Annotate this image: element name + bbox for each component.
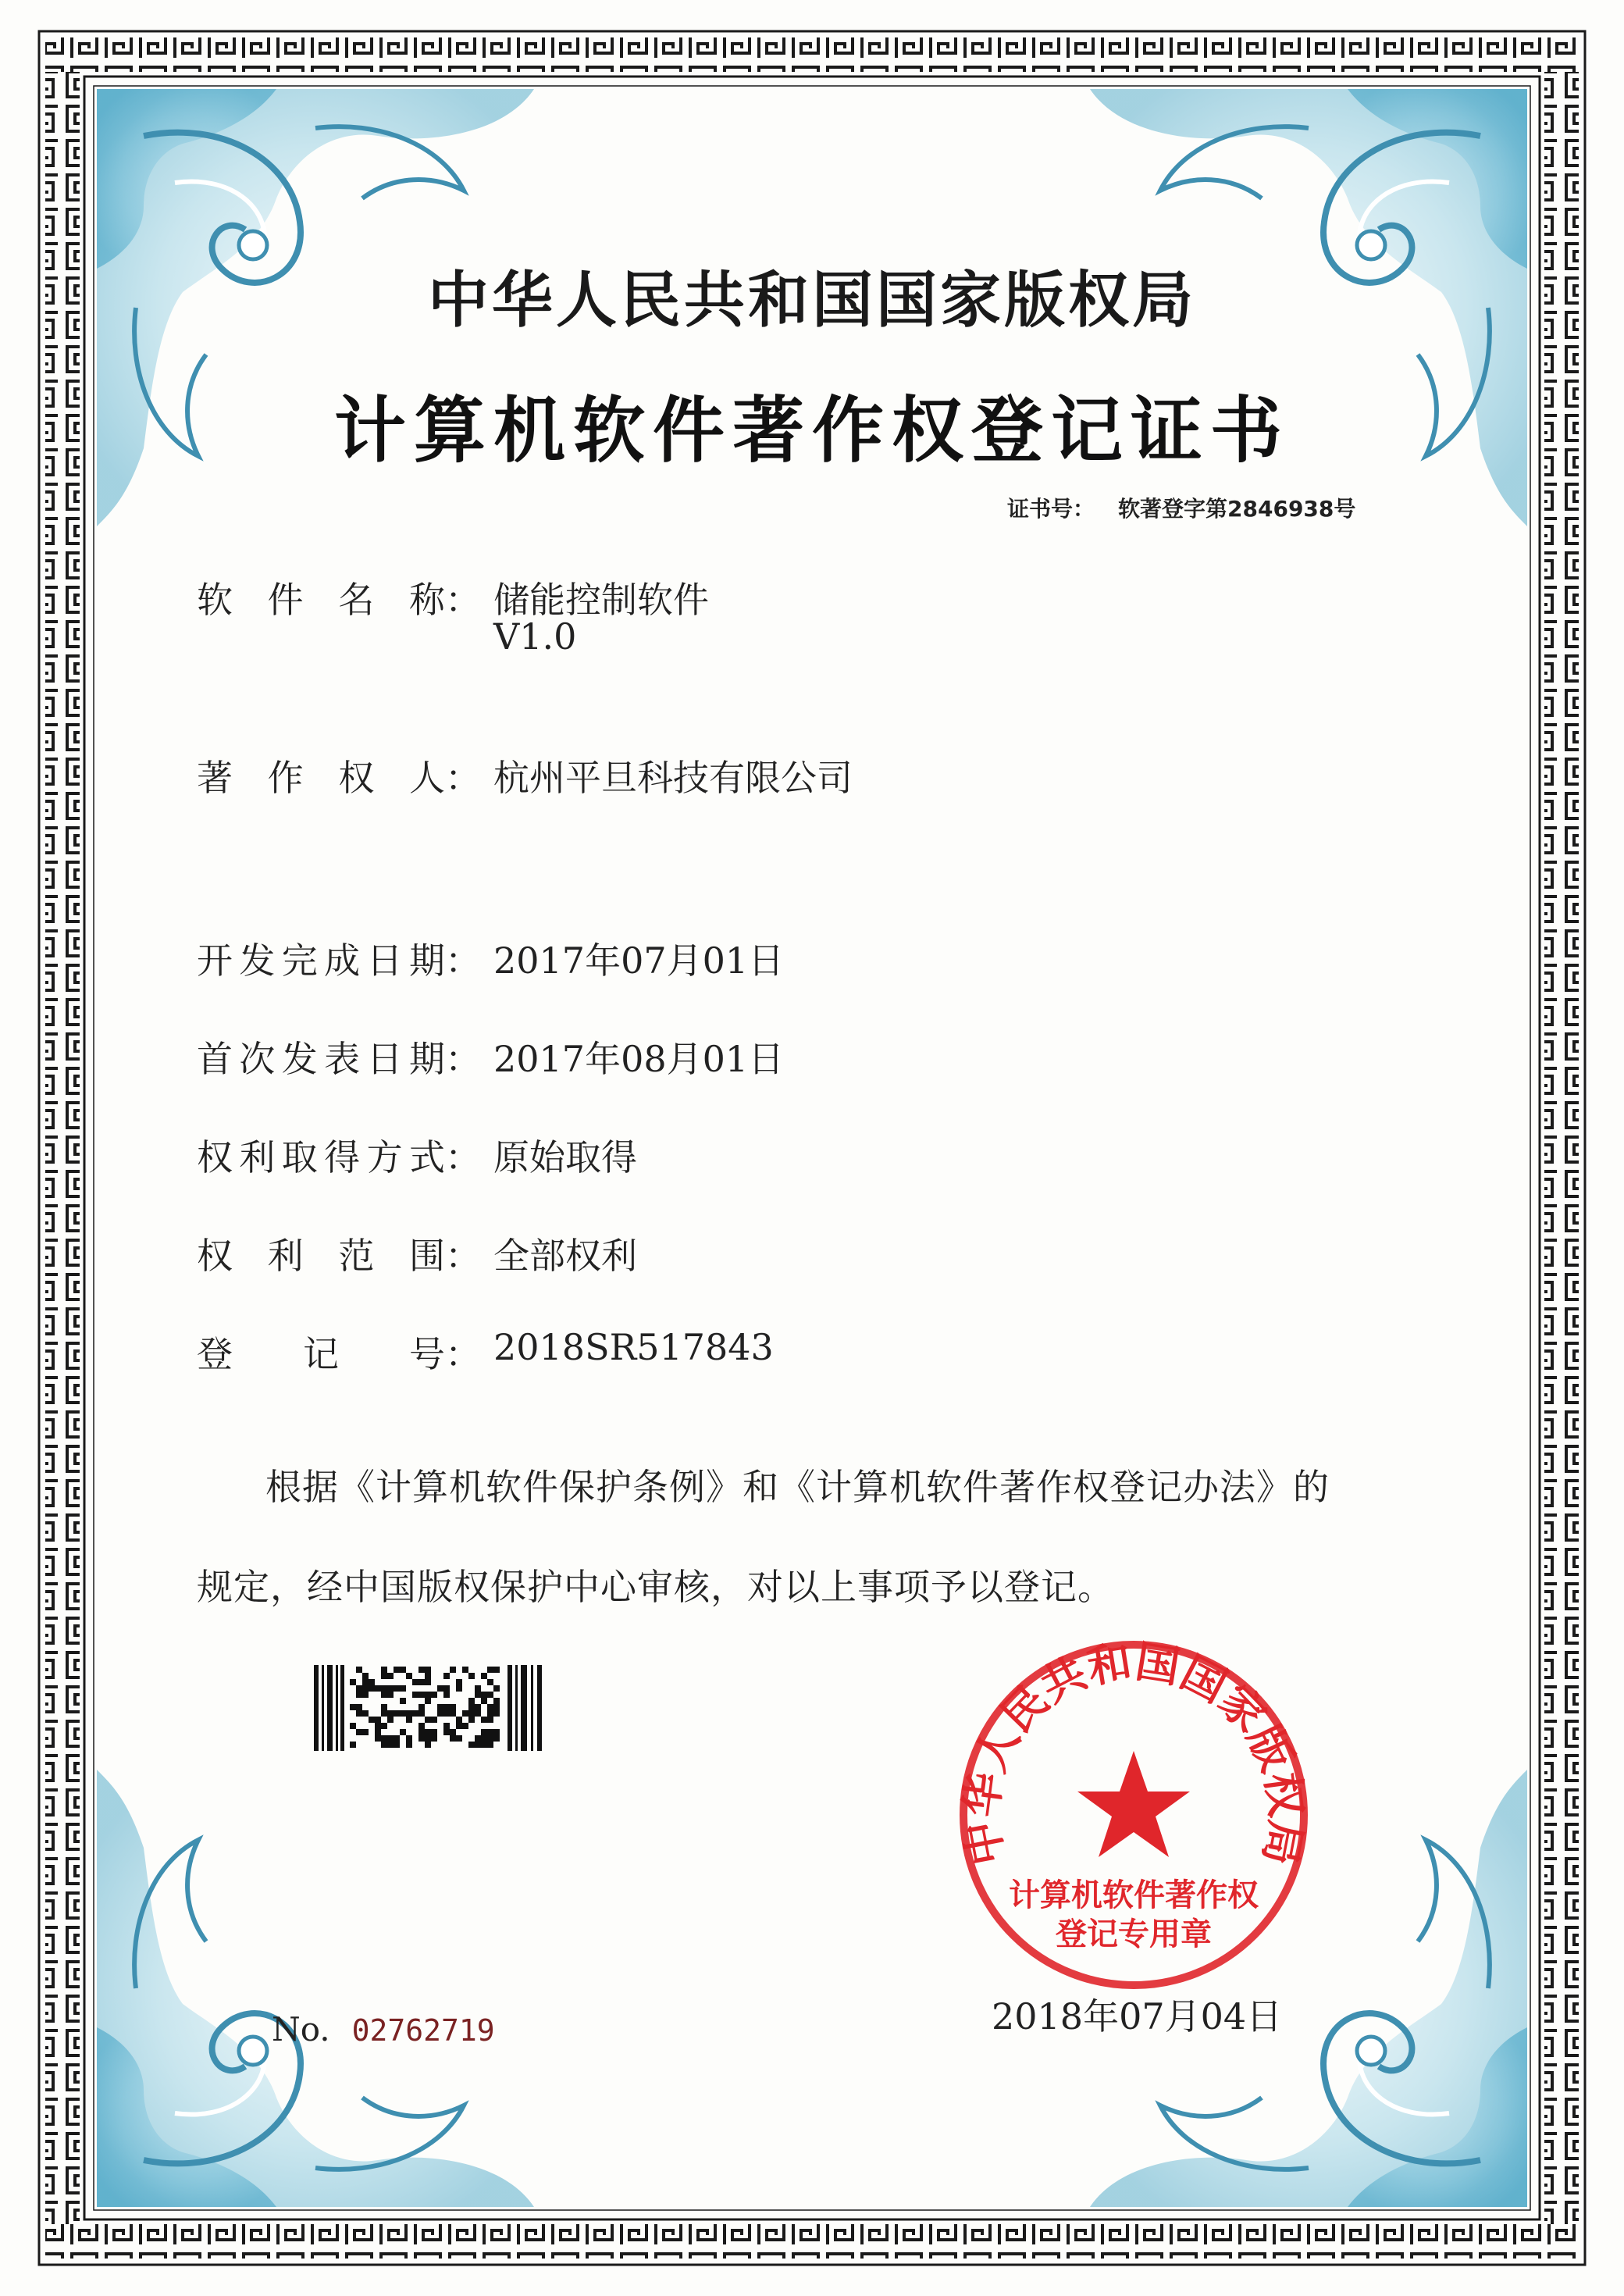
label-colon: ： [445,757,481,799]
rights-scope-label [197,1228,481,1279]
corner-ornament-bottom-left [97,1770,534,2207]
development-completion-date-label [197,932,481,984]
seal-star-icon [1077,1751,1190,1857]
label-colon: ： [445,1136,481,1178]
software-name-label [197,572,481,623]
serial-prefix: No. [272,2010,330,2048]
rights-scope-label-text: 权 利 范 围 [197,1235,445,1277]
label-colon: ： [445,1333,481,1375]
certificate-number-value: 软著登字第2846938号 [1118,496,1356,522]
software-name-label-text: 软 件 名 称 [197,579,445,621]
first-publication-date-label-text: 首 次 发 表 日 期 [197,1038,445,1080]
development-completion-date-value: 2017年07月01日 [493,939,785,982]
seal-outer-text: 中华人民共和国国家版权局 [956,1636,1312,1870]
issuing-agency: 中华人民共和国国家版权局 [427,266,1196,336]
seal-inner-line-2: 登记专用章 [1056,1916,1212,1952]
serial-number [272,2010,495,2048]
rights-acquisition-method-value: 原始取得 [493,1136,637,1178]
copyright-owner-label-text: 著 作 权 人 [197,757,445,799]
label-colon: ： [445,1235,481,1277]
registration-number-label-text: 登 记 号 [197,1333,445,1375]
label-colon: ： [445,939,481,982]
software-name-value: 储能控制软件 [493,579,709,621]
official-seal [954,1635,1313,1995]
copyright-owner-label [197,750,481,801]
certificate-number-label: 证书号： [1007,496,1095,522]
registration-number-value: 2018SR517843 [493,1326,774,1368]
serial-number-value: 02762719 [351,2013,495,2048]
label-colon: ： [445,579,481,621]
statement-line-1: 根据《计算机软件保护条例》和《计算机软件著作权登记办法》的 [265,1466,1330,1508]
certificate-title: 计算机软件著作权登记证书 [333,389,1290,472]
label-colon: ： [445,1038,481,1080]
software-version: V1.0 [493,615,577,658]
statement-line-2: 规定，经中国版权保护中心审核，对以上事项予以登记。 [197,1566,1114,1608]
rights-acquisition-method-label [197,1129,481,1181]
development-completion-date-label-text: 开 发 完 成 日 期 [197,939,445,982]
rights-scope-value: 全部权利 [493,1235,637,1277]
certificate-number [1007,492,1355,523]
copyright-owner-value: 杭州平旦科技有限公司 [493,757,853,799]
rights-acquisition-method-label-text: 权 利 取 得 方 式 [197,1136,445,1178]
first-publication-date-value: 2017年08月01日 [493,1038,785,1080]
seal-inner-line-1: 计算机软件著作权 [1009,1877,1259,1913]
first-publication-date-label [197,1031,481,1082]
issue-date: 2018年07月04日 [992,1995,1283,2038]
barcode [312,1662,545,1756]
registration-number-label [197,1326,481,1378]
